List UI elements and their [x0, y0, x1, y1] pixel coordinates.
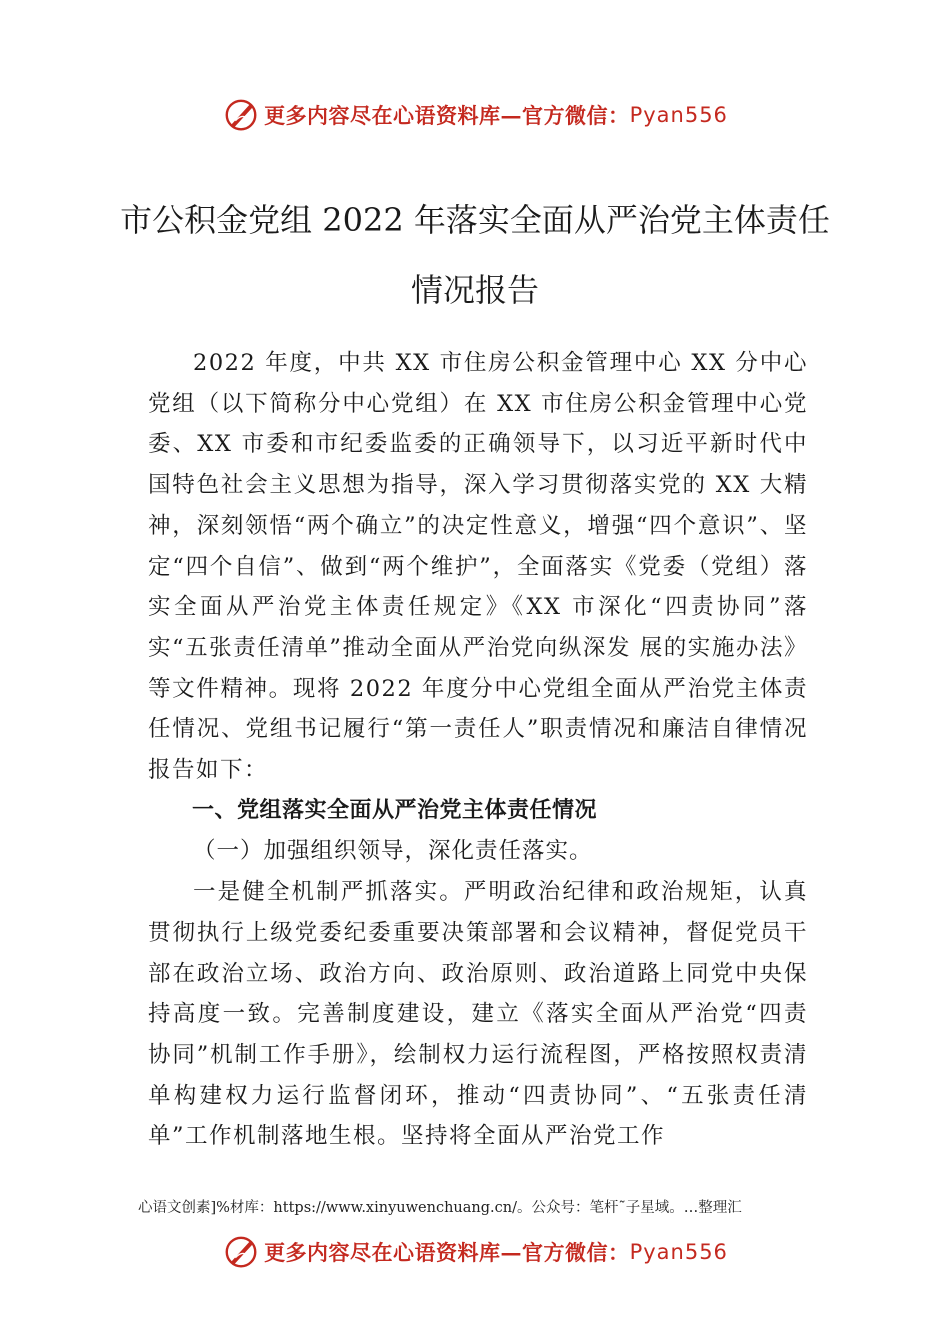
subsection-heading-1: （一）加强组织领导，深化责任落实。: [193, 838, 593, 865]
banner-wechat-id: Pyan556: [629, 103, 728, 127]
banner-text: 更多内容尽在心语资料库—官方微信：: [264, 103, 630, 128]
banner-text: 更多内容尽在心语资料库—官方微信：: [264, 1240, 630, 1265]
footer-banner: [0, 1232, 950, 1272]
banner-wechat-id: Pyan556: [629, 1240, 728, 1264]
document-title: 市公积金党组 2022 年落实全面从严治党主体责任情况报告: [120, 201, 830, 309]
header-banner: [0, 95, 950, 135]
pen-logo-icon: [222, 1233, 260, 1271]
section-heading-1: 一、党组落实全面从严治党主体责任情况: [192, 797, 598, 823]
pen-logo-icon: [222, 96, 260, 134]
document-body: [148, 343, 808, 1157]
paragraph-intro: 2022 年度，中共 XX 市住房公积金管理中心 XX 分中心党组（以下简称分中心党组）在 XX 市住房公积金管理中心党委、XX 市委和市纪委监委的正确领导下，以习近平新时代中国特色社会主义思想为指导，深入学习贯彻落实党的 XX 大精神，深刻领悟“两个确立”的决定性意义，增强“四个意识”、坚定“四个自信”、做到“两个维护”，全面落实《党委（党组）落实全面从严治党主体责任规定》《XX 市深化“四责协同”落实“五张责任清单”推动全面从严治党向纵深发 展的实施办法》等文件精神。现将 2022 年度分中心党组全面从严治党主体责任情况、党组书记履行“第一责任人”职责情况和廉洁自律情况报告如下：: [148, 350, 808, 784]
footer-source-line: 心语文创素]%材库：https://www.xinyuwenchuang.cn/。公众号：笔杆˜子星域。…整理汇: [138, 1200, 742, 1216]
paragraph-mechanism: 一是健全机制严抓落实。严明政治纪律和政治规矩，认真贯彻执行上级党委纪委重要决策部署和会议精神，督促党员干部在政治立场、政治方向、政治原则、政治道路上同党中央保持高度一致。完善制度建设，建立《落实全面从严治党“四责协同”机制工作手册》，绘制权力运行流程图，严格按照权责清单构建权力运行监督闭环，推动“四责协同”、“五张责任清单”工作机制落地生根。坚持将全面从严治党工作: [148, 879, 808, 1150]
